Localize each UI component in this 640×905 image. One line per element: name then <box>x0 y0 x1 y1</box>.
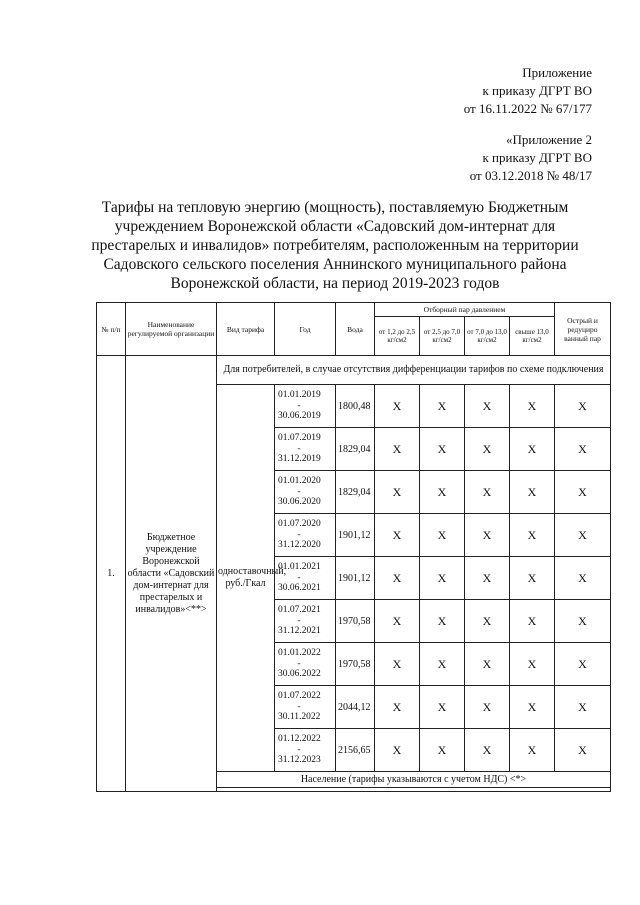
x-cell: X <box>465 385 510 428</box>
x-cell: X <box>465 729 510 772</box>
x-cell: X <box>375 729 420 772</box>
x-cell: X <box>510 643 555 686</box>
x-cell: X <box>420 557 465 600</box>
section-row <box>97 356 611 385</box>
cut-row <box>217 788 611 792</box>
water-value: 1800,48 <box>336 385 375 428</box>
document-title: Тарифы на тепловую энергию (мощность), поставляемую Бюджетным учреждением Воронежской области «Садовский дом-интернат для престарелых и инвалидов» потребителям, расположенным на территории Садовского сельского поселения Аннинского муниципального района Воронежской области, на период 2019-2023 годов <box>91 199 579 292</box>
period-cell: 01.07.2019 - 31.12.2019 <box>275 428 336 471</box>
x-cell: X <box>420 600 465 643</box>
section-caption: Для потребителей, в случае отсутствия дифференциации тарифов по схеме подключения <box>217 356 611 385</box>
x-cell: X <box>465 428 510 471</box>
header-org: Наименование регулируемой организации <box>126 303 217 356</box>
row-number: 1. <box>97 356 126 792</box>
x-cell: X <box>510 514 555 557</box>
period-cell: 01.12.2022 - 31.12.2023 <box>275 729 336 772</box>
x-cell: X <box>555 385 611 428</box>
header-water: Вода <box>336 303 375 356</box>
period-cell: 01.01.2022 - 30.06.2022 <box>275 643 336 686</box>
water-value: 1901,12 <box>336 557 375 600</box>
x-cell: X <box>375 686 420 729</box>
x-cell: X <box>375 471 420 514</box>
period-cell: 01.07.2020 - 31.12.2020 <box>275 514 336 557</box>
period-cell: 01.07.2021 - 31.12.2021 <box>275 600 336 643</box>
x-cell: X <box>555 557 611 600</box>
x-cell: X <box>465 600 510 643</box>
tariff-kind: одноставочный, руб./Гкал <box>217 385 275 772</box>
x-cell: X <box>420 471 465 514</box>
x-cell: X <box>555 686 611 729</box>
water-value: 1901,12 <box>336 514 375 557</box>
x-cell: X <box>375 600 420 643</box>
x-cell: X <box>555 514 611 557</box>
appendix-header <box>464 64 592 118</box>
x-cell: X <box>510 686 555 729</box>
x-cell: X <box>375 514 420 557</box>
header-sharp-steam: Острый и редуциро ванный пар <box>555 303 611 356</box>
x-cell: X <box>465 514 510 557</box>
appendix-to-order: к приказу ДГРТ ВО <box>482 83 592 98</box>
tariff-table <box>96 302 611 792</box>
header-steam-1: от 1,2 до 2,5 кг/см2 <box>375 317 420 356</box>
x-cell: X <box>510 600 555 643</box>
header-year: Год <box>275 303 336 356</box>
x-cell: X <box>465 686 510 729</box>
x-cell: X <box>375 428 420 471</box>
header-steam-2: от 2,5 до 7,0 кг/см2 <box>420 317 465 356</box>
period-cell: 01.07.2022 - 30.11.2022 <box>275 686 336 729</box>
prev-appendix-order-date: от 03.12.2018 № 48/17 <box>469 168 592 183</box>
x-cell: X <box>465 471 510 514</box>
water-value: 2044,12 <box>336 686 375 729</box>
water-value: 1970,58 <box>336 643 375 686</box>
appendix-order-date: от 16.11.2022 № 67/177 <box>463 101 592 116</box>
previous-appendix-header <box>470 131 592 185</box>
header-steam-3: от 7,0 до 13,0 кг/см2 <box>465 317 510 356</box>
x-cell: X <box>420 643 465 686</box>
x-cell: X <box>465 643 510 686</box>
x-cell: X <box>510 729 555 772</box>
x-cell: X <box>375 385 420 428</box>
organization-name: Бюджетное учреждение Воронежской области «Садовский дом-интернат для престарелых и инвалидов»<**> <box>126 356 217 792</box>
x-cell: X <box>420 686 465 729</box>
x-cell: X <box>510 557 555 600</box>
x-cell: X <box>555 643 611 686</box>
x-cell: X <box>375 557 420 600</box>
period-cell: 01.01.2019 - 30.06.2019 <box>275 385 336 428</box>
x-cell: X <box>465 557 510 600</box>
x-cell: X <box>375 643 420 686</box>
water-value: 2156,65 <box>336 729 375 772</box>
period-cell: 01.01.2021 - 30.06.2021 <box>275 557 336 600</box>
x-cell: X <box>420 428 465 471</box>
header-steam-4: свыше 13,0 кг/см2 <box>510 317 555 356</box>
water-value: 1829,04 <box>336 471 375 514</box>
x-cell: X <box>555 729 611 772</box>
x-cell: X <box>555 600 611 643</box>
header-steam-group: Отборный пар давлением <box>375 303 555 317</box>
header-num: № п/п <box>97 303 126 356</box>
water-value: 1970,58 <box>336 600 375 643</box>
appendix-label: Приложение <box>522 65 592 80</box>
prev-appendix-label: «Приложение 2 <box>505 132 592 147</box>
x-cell: X <box>420 385 465 428</box>
x-cell: X <box>555 428 611 471</box>
water-value: 1829,04 <box>336 428 375 471</box>
x-cell: X <box>510 471 555 514</box>
x-cell: X <box>420 514 465 557</box>
section-caption: Население (тарифы указываются с учетом НДС) <*> <box>217 772 611 788</box>
x-cell: X <box>555 471 611 514</box>
x-cell: X <box>510 428 555 471</box>
x-cell: X <box>420 729 465 772</box>
header-kind: Вид тарифа <box>217 303 275 356</box>
x-cell: X <box>510 385 555 428</box>
period-cell: 01.01.2020 - 30.06.2020 <box>275 471 336 514</box>
prev-appendix-to-order: к приказу ДГРТ ВО <box>482 150 592 165</box>
